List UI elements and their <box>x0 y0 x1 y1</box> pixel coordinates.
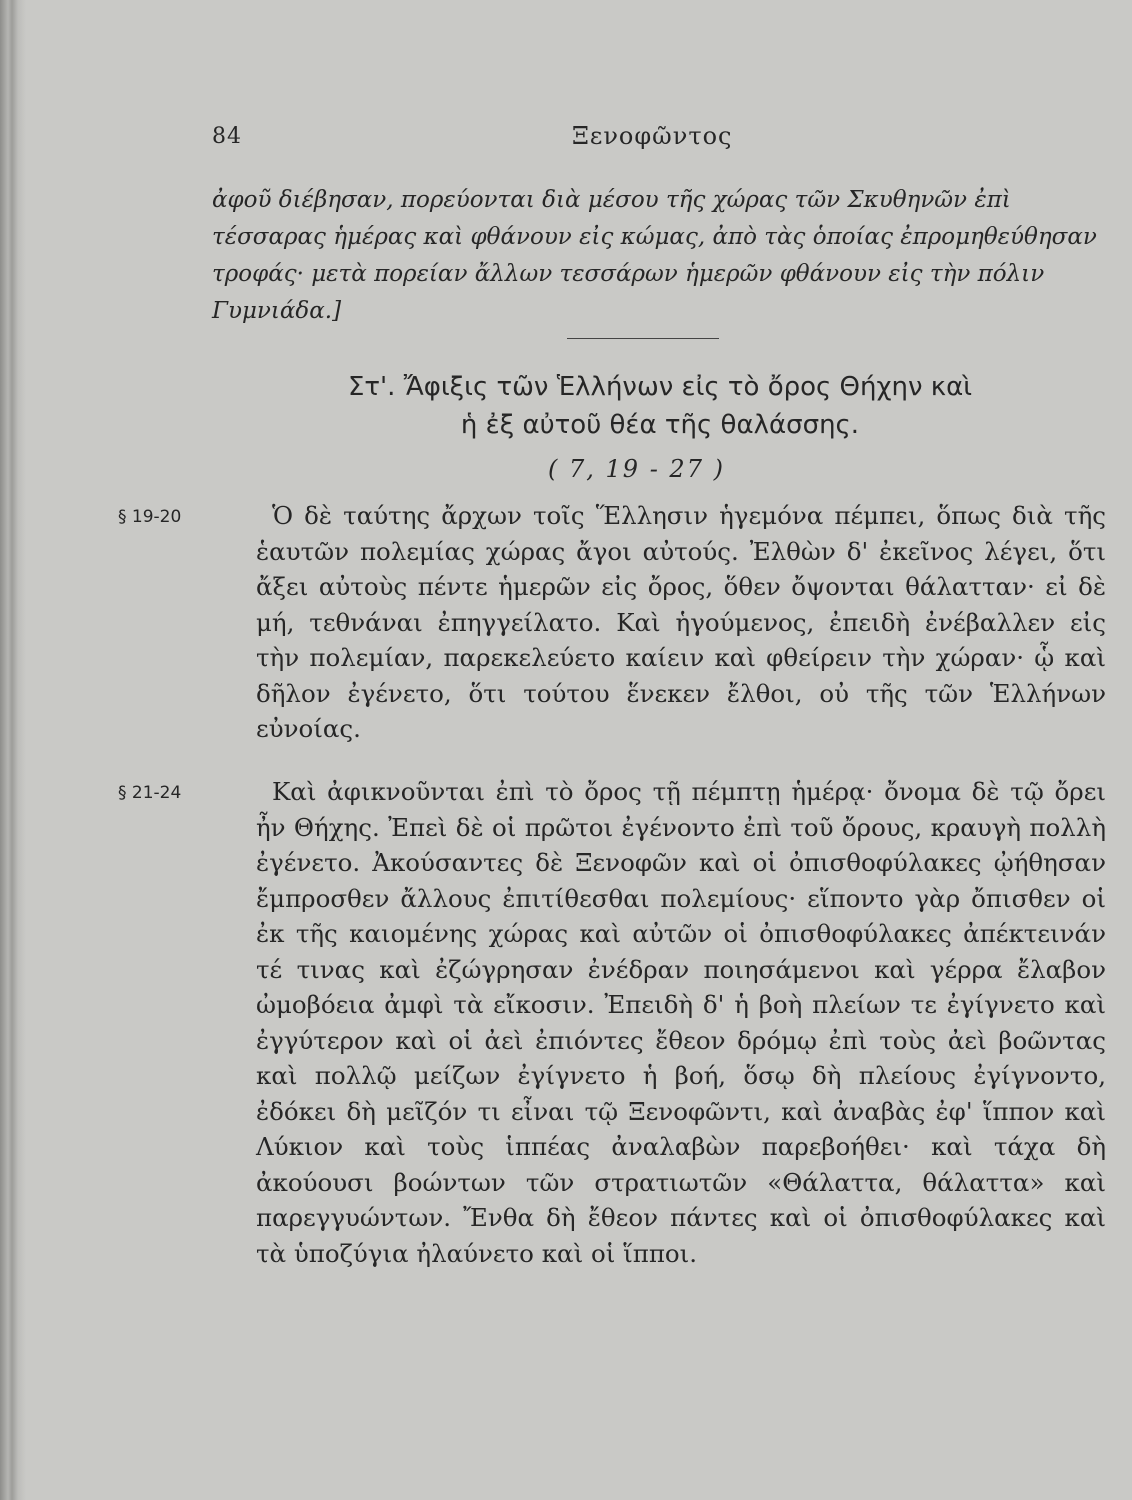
body-paragraph-1 <box>256 498 1106 747</box>
section-heading <box>230 368 1090 444</box>
paragraph-text: Καὶ ἀφικνοῦνται ἐπὶ τὸ ὄρος τῇ πέμπτῃ ἡμέρᾳ· ὄνομα δὲ τῷ ὄρει ἦν Θήχης. Ἐπεὶ δὲ οἱ πρῶτοι ἐγένοντο ἐπὶ τοῦ ὄρους, κραυγὴ πολλὴ ἐγένετο. Ἀκούσαντες δὲ Ξενοφῶν καὶ οἱ ὀπισθοφύλακες ᾠήθησαν ἔμπροσθεν ἄλλους ἐπιτίθεσθαι πολεμίους· εἵποντο γὰρ ὄπισθεν οἱ ἐκ τῆς καιομένης χώρας καὶ αὐτῶν οἱ ὀπισθοφύλακες ἀπέκτεινάν τέ τινας καὶ ἐζώγρησαν ἐνέδραν ποιησάμενοι καὶ γέρρα ἔλαβον ὠμοβόεια ἀμφὶ τὰ εἴκοσιν. Ἐπειδὴ δ' ἡ βοὴ πλείων τε ἐγίγνετο καὶ ἐγγύτερον καὶ οἱ ἀεὶ ἐπιόντες ἔθεον δρόμῳ ἐπὶ τοὺς ἀεὶ βοῶντας καὶ πολλῷ μείζων ἐγίγνετο ἡ βοή, ὅσῳ δὴ πλείους ἐγίγνοντο, ἐδόκει δὴ μεῖζόν τι εἶναι τῷ Ξενοφῶντι, καὶ ἀναβὰς ἐφ' ἵππον καὶ Λύκιον καὶ τοὺς ἱππέας ἀναλαβὼν παρεβοήθει· καὶ τάχα δὴ ἀκούουσι βοώντων τῶν στρατιωτῶν «Θάλαττα, θάλαττα» καὶ παρεγγυώντων. Ἔνθα δὴ ἔθεον πάντες καὶ οἱ ὀπισθοφύλακες καὶ τὰ ὑποζύγια ἠλαύνετο καὶ οἱ ἵπποι. <box>256 777 1106 1268</box>
section-divider <box>567 338 719 339</box>
section-title-line-1: Στ'. Ἄφιξις τῶν Ἑλλήνων εἰς τὸ ὄρος Θήχην καὶ <box>347 372 973 402</box>
margin-reference-2: § 21-24 <box>118 783 182 803</box>
body-paragraph-2 <box>256 774 1106 1271</box>
summary-paragraph <box>212 182 1102 330</box>
running-head: Ξενοφῶντος <box>572 122 733 150</box>
paragraph-text: Ὁ δὲ ταύτης ἄρχων τοῖς Ἕλλησιν ἡγεμόνα πέμπει, ὅπως διὰ τῆς ἑαυτῶν πολεμίας χώρας ἄγοι αὐτούς. Ἐλθὼν δ' ἐκεῖνος λέγει, ὅτι ἄξει αὐτοὺς πέντε ἡμερῶν εἰς ὄρος, ὅθεν ὄψονται θάλατταν· εἰ δὲ μή, τεθνάναι ἐπηγγείλατο. Καὶ ἡγούμενος, ἐπειδὴ ἐνέβαλλεν εἰς τὴν πολεμίαν, παρεκελεύετο καίειν καὶ φθείρειν τὴν χώραν· ᾧ καὶ δῆλον ἐγένετο, ὅτι τούτου ἕνεκεν ἔλθοι, οὐ τῆς τῶν Ἑλλήνων εὐνοίας. <box>256 501 1106 743</box>
section-title-line-2: ἡ ἐξ αὐτοῦ θέα τῆς θαλάσσης. <box>460 410 860 440</box>
margin-reference-1: § 19-20 <box>118 507 182 527</box>
summary-text: ἀφοῦ διέβησαν, πορεύονται διὰ μέσου τῆς χώρας τῶν Σκυθηνῶν ἐπὶ τέσσαρας ἡμέρας καὶ φθάνουν εἰς κώμας, ἀπὸ τὰς ὁποίας ἐπρομηθεύθησαν τροφάς· μετὰ πορείαν ἄλλων τεσσάρων ἡμερῶν φθάνουν εἰς τὴν πόλιν Γυμνιάδα.] <box>212 187 1097 324</box>
page-number: 84 <box>212 124 242 149</box>
section-reference: ( 7, 19 - 27 ) <box>548 455 725 483</box>
